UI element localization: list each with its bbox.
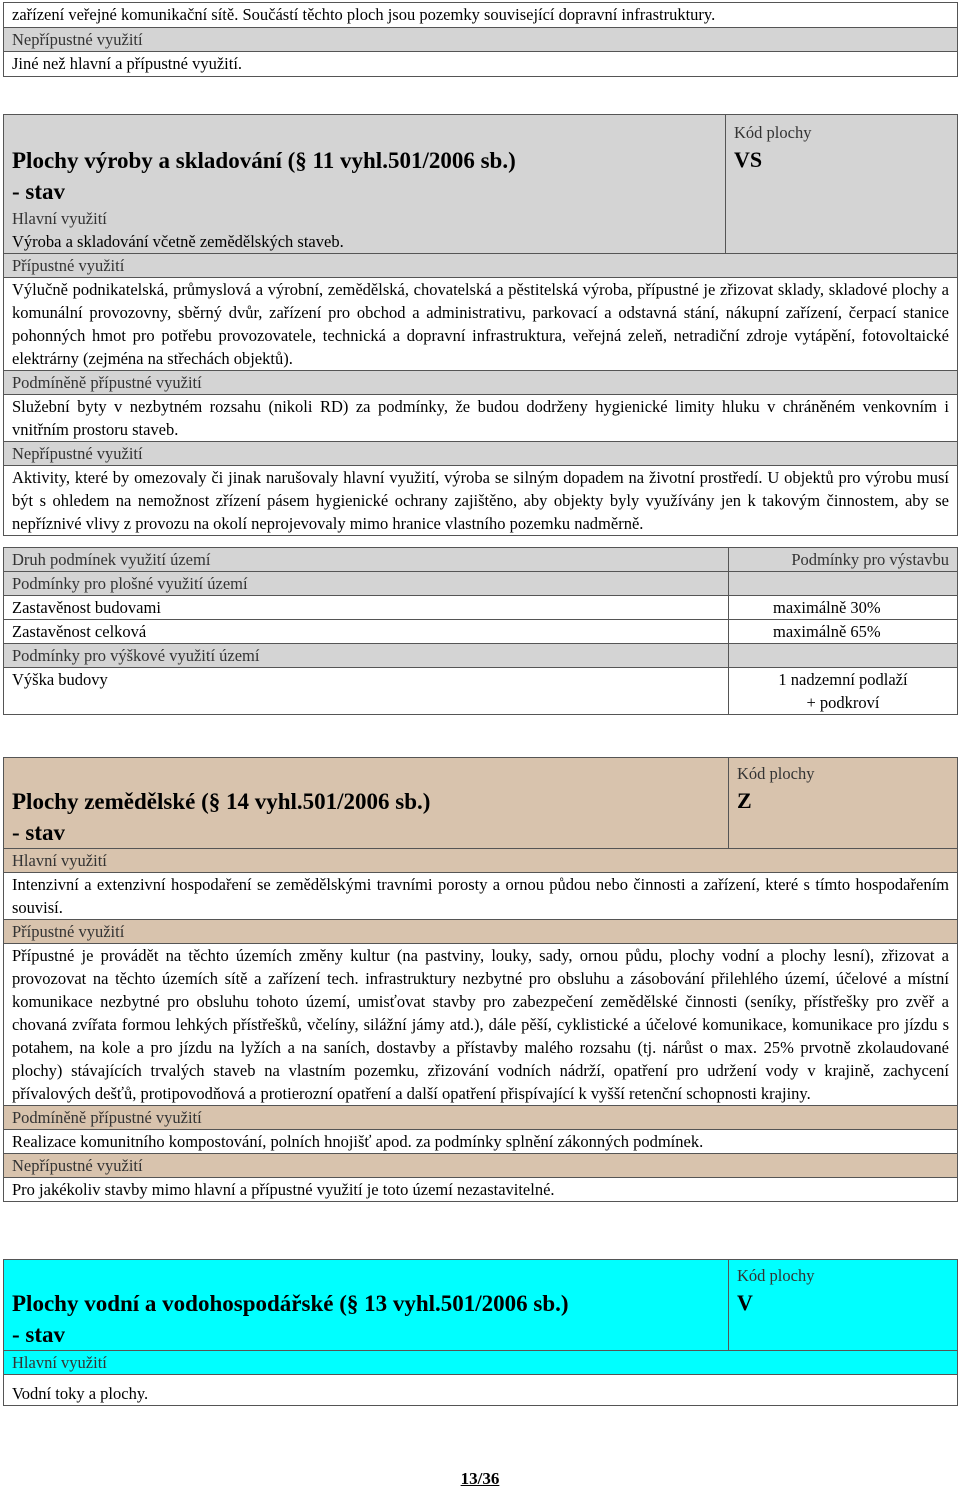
z-code-label: Kód plochy xyxy=(737,764,815,783)
vs-podm-label: Podmíněně přípustné využití xyxy=(4,371,958,395)
vs-code-cell xyxy=(726,115,958,254)
zast-celkova-value: maximálně 65% xyxy=(729,620,958,644)
vs-code: VS xyxy=(734,147,763,172)
vs-subtitle: - stav xyxy=(12,179,66,204)
druh-label: Druh podmínek využití území xyxy=(4,548,729,572)
z-subtitle: - stav xyxy=(12,820,66,845)
v-code: V xyxy=(737,1290,753,1315)
vs-podm-text: Služební byty v nezbytném rozsahu (nikoli RD) za podmínky, že budou dodrženy hygienické limity hluku v chráněném venkovním i vnitřním prostoru staveb. xyxy=(4,395,958,442)
z-neprip-label: Nepřípustné využití xyxy=(4,1154,958,1178)
z-title-cell xyxy=(4,758,729,849)
section-z xyxy=(3,757,958,1202)
vs-neprip-label: Nepřípustné využití xyxy=(4,442,958,466)
zast-celkova-label: Zastavěnost celková xyxy=(4,620,729,644)
vs-title: Plochy výroby a skladování (§ 11 vyhl.501/2006 sb.) xyxy=(12,148,516,173)
z-podm-text: Realizace komunitního kompostování, polních hnojišť apod. za podmínky splnění zákonných podmínek. xyxy=(4,1130,958,1154)
vyskove-label: Podmínky pro výškové využití území xyxy=(4,644,729,668)
neprip-text: Jiné než hlavní a přípustné využití. xyxy=(4,52,958,77)
z-title: Plochy zemědělské (§ 14 vyhl.501/2006 sb.) xyxy=(12,789,431,814)
vs-hlavni-label: Hlavní využití xyxy=(4,207,726,230)
section-vs xyxy=(3,114,958,536)
section-continuation xyxy=(3,2,958,77)
v-hlavni-label: Hlavní využití xyxy=(4,1351,958,1375)
vs-neprip-text: Aktivity, které by omezovaly či jinak narušovaly hlavní využití, výroba se silným dopadem na životní prostředí. U objektů pro výrobu musí být s ohledem na nemožnost zřízení pásem hygienické ochrany zajištěno, aby objekty byly využívány jen k takovým činnostem, aby se nepříznivé vlivy z provozu na okolí neprojevovaly mimo hranice vlastního pozemku nadměrně. xyxy=(4,466,958,536)
vs-prip-text: Výlučně podnikatelská, průmyslová a výrobní, zemědělská, chovatelská a pěstitelská výroba, přípustné je zřizovat sklady, skladové plochy a komunální provozovny, sběrný dvůr, zařízení pro obchod a administrativu, parkovací a odstavná stání, nákupní zařízení, čerpací stanice pohonných hmot pro potřebu provozovatele, technická a dopravní infrastruktura, veřejná zeleň, netradiční zdroje vytápění, fotovoltaické elektrárny (zejména na střechách objektů). xyxy=(4,278,958,371)
vs-conditions-table xyxy=(3,547,958,715)
vs-title-cell xyxy=(4,115,726,208)
page-number: 13/36 xyxy=(460,1469,500,1488)
vyska-value-line-2: + podkroví xyxy=(806,693,880,712)
z-podm-label: Podmíněně přípustné využití xyxy=(4,1106,958,1130)
vyskove-empty xyxy=(729,644,958,668)
zast-budovami-value: maximálně 30% xyxy=(729,596,958,620)
plosne-label: Podmínky pro plošné využití území xyxy=(4,572,729,596)
section-v xyxy=(3,1259,958,1406)
z-code: Z xyxy=(737,788,752,813)
vs-hlavni-text: Výroba a skladování včetně zemědělských staveb. xyxy=(4,230,726,254)
z-code-cell xyxy=(729,758,958,849)
podm-vystavba-label: Podmínky pro výstavbu xyxy=(729,548,958,572)
vyska-value xyxy=(729,668,958,715)
vs-prip-label: Přípustné využití xyxy=(4,254,958,278)
v-subtitle: - stav xyxy=(12,1322,66,1347)
z-prip-text: Přípustné je provádět na těchto územích změny kultur (na pastviny, louky, sady, ornou půdu, plochy vodní a plochy lesní), zřizovat a provozovat na těchto územích sítě a zařízení tech. infrastruktury nezbytné pro obsluhu a zásobování přilehlého území, účelové a místní komunikace nezbytné pro obsluhu tohoto území, umisťovat stavby pro zabezpečení zemědělské činnosti (seníky, přístřešky pro zvěř a chovaná zvířata formou lehkých přístřešků, včelíny, silážní jámy atd.), dále pěší, cyklistické a účelové komunikace, komunikace pro jízdu s potahem, na kole a pro jízdu na lyžích a na saních, dostavby a přístavby malého rozsahu (tj. nárůst o max. 25% prvotně zkolaudované plochy) stávajících trvalých staveb na vlastním pozemku, zřizování vodních nádrží, opatření pro udržení vody v krajině, zachycení přívalových dešťů, protipovodňová a protierozní opatření a další opatření přispívající k vyšší retenční schopnosti krajiny. xyxy=(4,944,958,1106)
v-title-cell xyxy=(4,1260,729,1351)
v-code-cell xyxy=(729,1260,958,1351)
v-hlavni-text: Vodní toky a plochy. xyxy=(4,1375,958,1406)
v-title: Plochy vodní a vodohospodářské (§ 13 vyhl.501/2006 sb.) xyxy=(12,1291,569,1316)
z-hlavni-text: Intenzivní a extenzivní hospodaření se zemědělskými travními porosty a ornou půdou nebo činnosti a zařízení, které s tímto hospodařením souvisí. xyxy=(4,873,958,920)
z-hlavni-label: Hlavní využití xyxy=(4,849,958,873)
z-prip-label: Přípustné využití xyxy=(4,920,958,944)
intro-text: zařízení veřejné komunikační sítě. Součástí těchto ploch jsou pozemky související dopravní infrastruktury. xyxy=(4,3,958,28)
plosne-empty xyxy=(729,572,958,596)
vyska-value-line-1: 1 nadzemní podlaží xyxy=(778,670,908,689)
neprip-label: Nepřípustné využití xyxy=(4,28,958,52)
v-code-label: Kód plochy xyxy=(737,1266,815,1285)
z-neprip-text: Pro jakékoliv stavby mimo hlavní a přípustné využití je toto území nezastavitelné. xyxy=(4,1178,958,1202)
vs-code-label: Kód plochy xyxy=(734,123,812,142)
zast-budovami-label: Zastavěnost budovami xyxy=(4,596,729,620)
vyska-label: Výška budovy xyxy=(4,668,729,715)
